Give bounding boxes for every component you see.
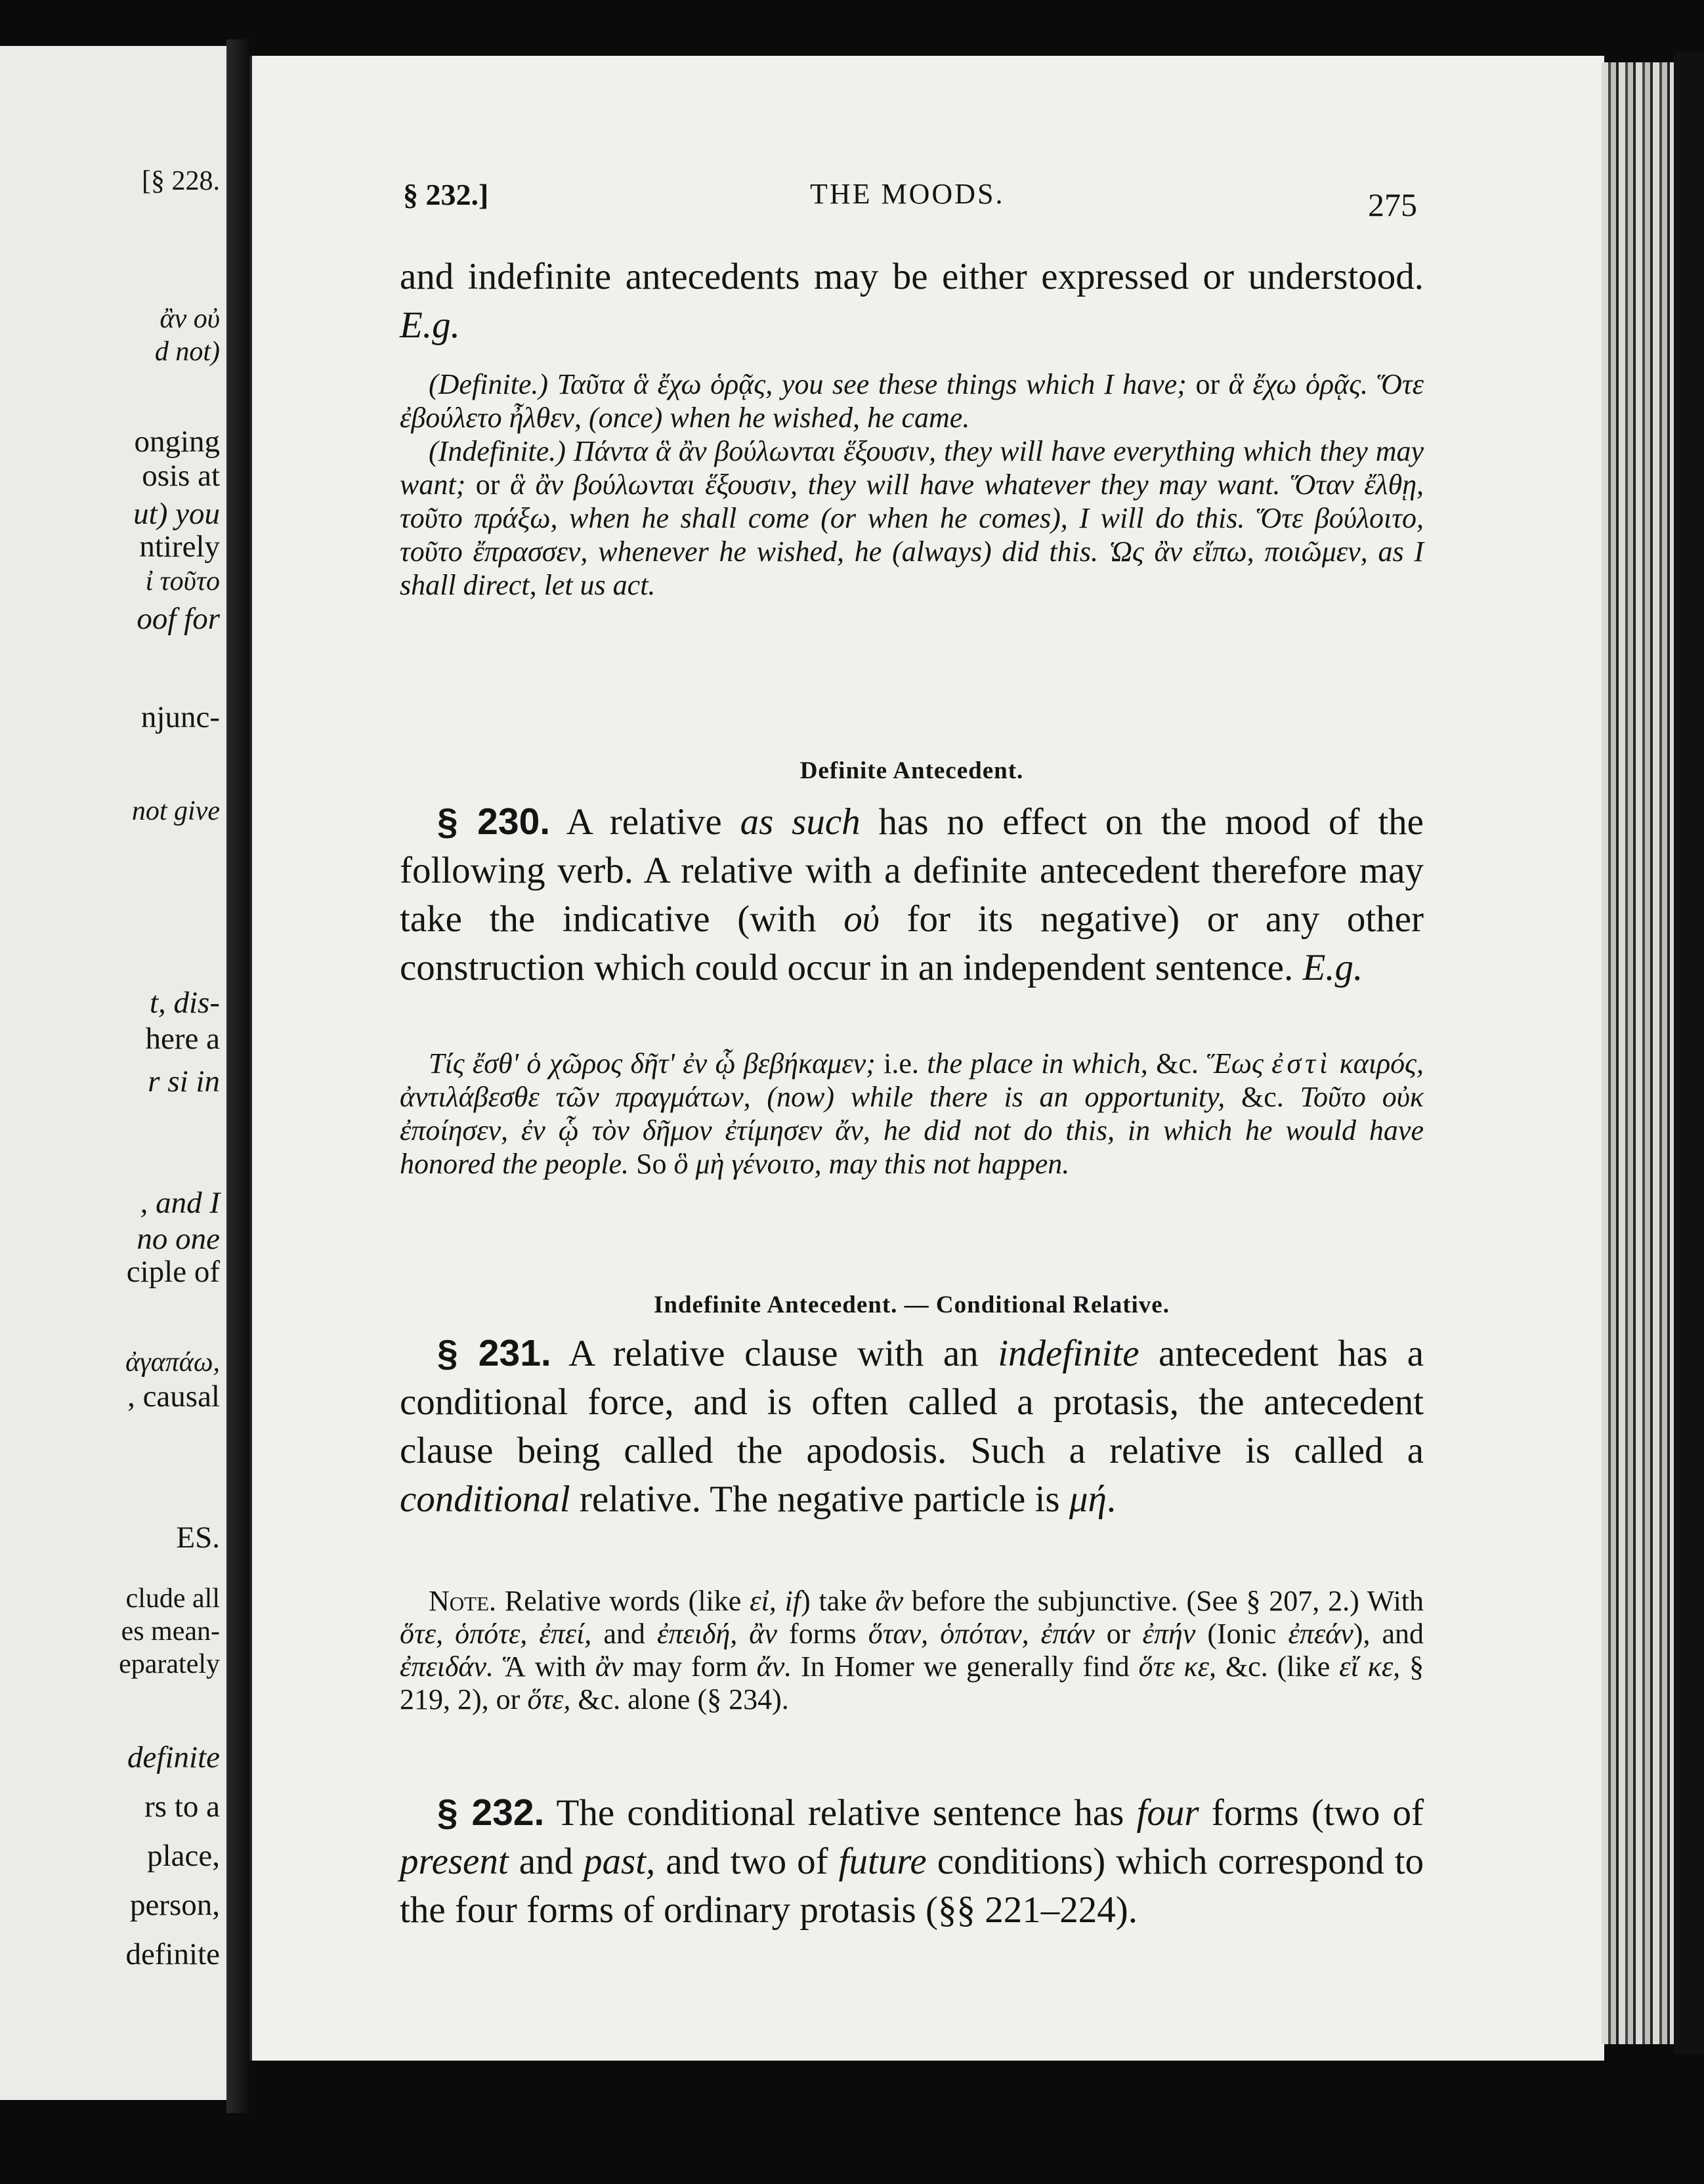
s230-text-1: A relative xyxy=(566,801,722,843)
note-g3: ὅτε, ὁπότε, ἐπεί, xyxy=(400,1618,592,1650)
s232-text-2: forms (two of xyxy=(1211,1792,1424,1834)
trans-e4: may this not happen. xyxy=(828,1148,1070,1180)
intro-text: and indefinite antecedents may be either expressed or understood. xyxy=(400,256,1424,297)
greek-e1: Τίς ἔσθ' ὁ χῶρος δῆτ' ἐν ᾧ βεβήκαμεν; xyxy=(429,1047,876,1080)
note-g11: ὅτε κε, xyxy=(1138,1650,1216,1683)
note-t12: &c. (like xyxy=(1225,1650,1331,1683)
intro-eg: E.g. xyxy=(400,304,460,346)
left-page-line: t, dis- xyxy=(149,986,220,1020)
trans-d1: you see these things which I have; xyxy=(781,368,1187,400)
greek-e2b: καιρός, ἀντιλάβεσθε τῶν πραγμάτων, xyxy=(400,1047,1424,1113)
trans-i4: whenever he wished, he (always) did this. xyxy=(598,536,1098,568)
greek-d3: Ὅτε ἐβούλετο ἦλθεν, xyxy=(400,368,1424,434)
note-g8: ἐπειδάν. xyxy=(400,1650,494,1683)
trans-i2: they will have whatever they may want. xyxy=(807,469,1281,501)
left-page-line: [§ 228. xyxy=(142,166,220,196)
note-t6: or xyxy=(1106,1618,1131,1650)
note-t3: before the subjunctive. (See § 207, 2.) With xyxy=(912,1585,1424,1617)
running-head-section: § 232.] xyxy=(403,178,489,211)
s231-indefinite: indefinite xyxy=(998,1333,1140,1374)
left-page-line: rs to a xyxy=(144,1790,220,1824)
note-t2: ) take xyxy=(800,1585,867,1617)
s232-future: future xyxy=(838,1841,927,1882)
greek-e3: Τοῦτο οὐκ ἐποίησεν, ἐν ᾧ τὸν δῆμον ἐτίμησεν ἄν, xyxy=(400,1081,1424,1146)
note-t7: (Ionic xyxy=(1207,1618,1277,1650)
left-page-line: definite xyxy=(125,1937,220,1971)
s230-eg: E.g. xyxy=(1302,947,1363,988)
left-page-line: , and I xyxy=(140,1186,220,1220)
s231-text-2: antecedent has a conditional force, and is often called a protasis, the antecedent clause being called the apodosis. Such a relative is called a xyxy=(400,1333,1424,1471)
page-number: 275 xyxy=(1368,186,1417,223)
book-page-edges xyxy=(1602,62,1674,2044)
e1-ie: i.e. xyxy=(884,1047,919,1080)
left-page-line: ut) you xyxy=(133,497,220,531)
left-page-line: onging xyxy=(134,425,220,459)
section-230-number: § 230. xyxy=(437,801,551,843)
s231-conditional: conditional xyxy=(400,1479,570,1520)
s231-text-1: A relative clause with an xyxy=(568,1333,979,1374)
left-page-line: place, xyxy=(147,1839,220,1873)
note-t11: In Homer we generally find xyxy=(801,1650,1130,1683)
left-page-line: r si in xyxy=(148,1064,220,1099)
note-g2: ἂν xyxy=(875,1585,904,1617)
indefinite-label: (Indefinite.) xyxy=(429,435,566,467)
s232-text-4: and two of xyxy=(666,1841,828,1882)
or-d2: or xyxy=(1195,368,1220,400)
s231-me: μή xyxy=(1069,1479,1107,1520)
greek-i2: ἃ ἂν βούλωνται ἕξουσιν, xyxy=(509,469,798,501)
left-page-line: ἀγαπάω, xyxy=(125,1347,220,1377)
note-label: Note. xyxy=(429,1585,497,1617)
greek-e4: ὃ μὴ γένοιτο, xyxy=(673,1148,822,1180)
s230-text-3: for its negative) or any other construction which could occur in an independent sentence. xyxy=(400,898,1424,988)
left-page-line: no one xyxy=(137,1222,220,1256)
greek-e2-esti: ἐστὶ xyxy=(1271,1047,1332,1080)
note-g13: ὅτε, xyxy=(527,1683,571,1715)
left-page-line: clude all xyxy=(125,1584,220,1614)
section-231-number: § 231. xyxy=(437,1332,551,1374)
s232-past: past, xyxy=(584,1841,656,1882)
heading-definite-antecedent: Definite Antecedent. xyxy=(799,757,1024,784)
trans-i1: they will have everything which they may want; xyxy=(400,435,1424,501)
e1-etc: &c. xyxy=(1156,1047,1199,1080)
greek-e2a: Ἕως xyxy=(1206,1047,1264,1080)
left-page-line: d not) xyxy=(154,337,220,367)
left-page-line: , causal xyxy=(127,1379,220,1414)
s230-ou: οὐ xyxy=(843,898,880,940)
left-facing-page xyxy=(0,46,230,2100)
or-i2: or xyxy=(475,469,500,501)
section-230 xyxy=(400,797,1424,992)
left-page-line: ἰ τοῦτο xyxy=(145,566,220,597)
note-g5: ὅταν, ὁπόταν, ἐπάν xyxy=(868,1618,1095,1650)
trans-d3: (once) when he wished, he came. xyxy=(588,402,970,434)
s230-as-such: as such xyxy=(740,801,861,843)
left-page-line: not give xyxy=(131,796,220,826)
section-231 xyxy=(400,1329,1424,1524)
note-g4: ἐπειδή, ἂν xyxy=(657,1618,777,1650)
left-page-line: person, xyxy=(129,1888,220,1922)
trans-e2: (now) while there is an opportunity, xyxy=(767,1081,1225,1113)
note-g6: ἐπήν xyxy=(1142,1618,1196,1650)
note-g10: ἄν. xyxy=(756,1650,792,1683)
note-t5: forms xyxy=(789,1618,857,1650)
note-t10: may form xyxy=(632,1650,748,1683)
note-g12: εἴ κε, xyxy=(1339,1650,1401,1683)
note-t1: Relative words (like xyxy=(504,1585,742,1617)
e2-etc: &c. xyxy=(1241,1081,1284,1113)
left-page-line: njunc- xyxy=(140,700,220,734)
note-231 xyxy=(400,1585,1424,1716)
left-page-line: ἂν οὐ xyxy=(160,304,220,334)
s230-text-2: has no effect on the mood of the following verb. A relative with a definite antecedent therefore may take the indicative (with xyxy=(400,801,1424,940)
trans-i3: when he shall come (or when he comes), I will do this. xyxy=(569,502,1245,534)
s232-present: present xyxy=(400,1841,509,1882)
left-page-line: oof for xyxy=(137,602,220,636)
note-t13: § 219, 2), or xyxy=(400,1650,1424,1715)
note-g7: ἐπεάν xyxy=(1288,1618,1353,1650)
trans-i5: as I shall direct, let us act. xyxy=(400,536,1424,601)
greek-d1: Ταῦτα ἃ ἔχω ὁρᾷς, xyxy=(557,368,773,400)
section-232-number: § 232. xyxy=(437,1792,545,1834)
intro-paragraph xyxy=(400,253,1424,350)
book-gutter xyxy=(226,39,249,2113)
note-t4: and xyxy=(603,1618,645,1650)
note-t14: &c. alone (§ 234). xyxy=(578,1683,789,1715)
right-page xyxy=(249,56,1604,2061)
section-232 xyxy=(400,1788,1424,1935)
left-page-line: here a xyxy=(145,1022,220,1056)
greek-i5: Ὡς ἂν εἴπω, ποιῶμεν, xyxy=(1108,536,1368,568)
running-head-title: THE MOODS. xyxy=(810,178,1005,210)
greek-i4: Ὅτε βούλοιτο, τοῦτο ἔπρασσεν, xyxy=(400,502,1424,568)
left-page-line: es mean- xyxy=(121,1616,220,1647)
note-t9: Ἅ with xyxy=(502,1650,586,1683)
greek-i1: Πάντα ἃ ἂν βούλωνται ἕξουσιν, xyxy=(573,435,937,467)
trans-e3: he did not do this, in which he would have honored the people. xyxy=(400,1114,1424,1180)
greek-i3: Ὅταν ἔλθῃ, τοῦτο πράξω, xyxy=(400,469,1424,534)
e4-so: So xyxy=(636,1148,667,1180)
s232-four: four xyxy=(1136,1792,1199,1834)
left-page-line: osis at xyxy=(142,459,220,493)
left-page-line: ciple of xyxy=(126,1255,220,1289)
left-page-line: definite xyxy=(127,1740,220,1774)
left-page-line: ES. xyxy=(176,1521,220,1555)
heading-indefinite-antecedent: Indefinite Antecedent. — Conditional Relative. xyxy=(654,1292,1170,1318)
definite-label: (Definite.) xyxy=(429,368,549,400)
s232-text-1: The conditional relative sentence has xyxy=(556,1792,1124,1834)
s231-period: . xyxy=(1106,1479,1117,1520)
examples-definite-indefinite xyxy=(400,368,1424,602)
note-t8: ), and xyxy=(1353,1618,1424,1650)
s232-text-5: conditions) which correspond to the four forms of ordinary protasis (§§ 221–224). xyxy=(400,1841,1424,1931)
examples-230 xyxy=(400,1047,1424,1181)
s231-text-3: relative. The negative particle is xyxy=(579,1479,1060,1520)
trans-e1: the place in which, xyxy=(927,1047,1148,1080)
left-page-line: eparately xyxy=(119,1649,220,1679)
left-page-line: ntirely xyxy=(139,530,220,564)
s232-text-3: and xyxy=(519,1841,574,1882)
book-cover-edge xyxy=(1674,52,1704,2054)
greek-d2: ἃ ἔχω ὁρᾷς. xyxy=(1228,368,1369,400)
note-g9: ἂν xyxy=(595,1650,624,1683)
note-g1: εἰ, xyxy=(750,1585,777,1617)
note-g1-trans: if xyxy=(784,1585,801,1617)
